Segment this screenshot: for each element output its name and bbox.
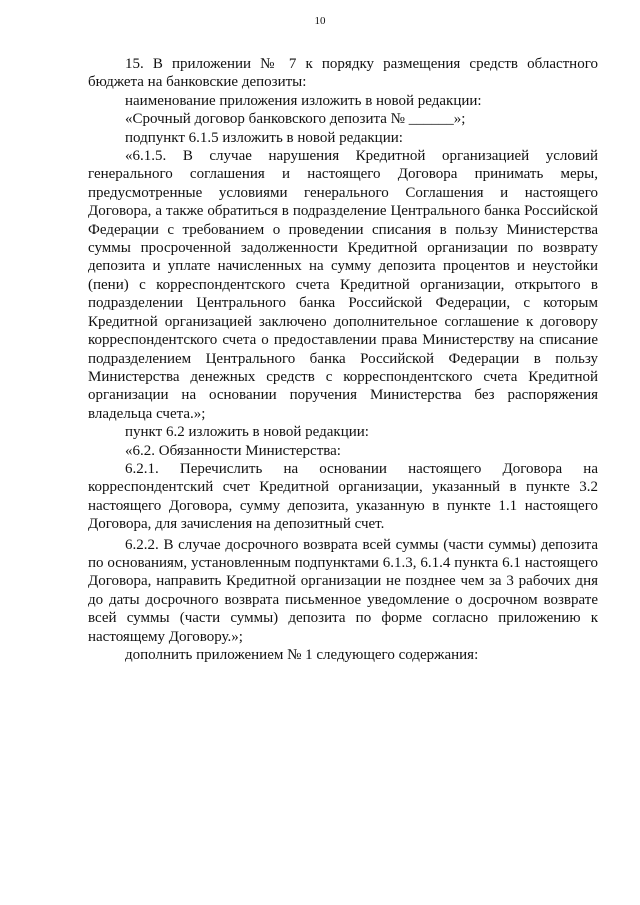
- paragraph-point-62-intro: пункт 6.2 изложить в новой редакции:: [125, 424, 369, 441]
- paragraph-subpoint-615-intro: подпункт 6.1.5 изложить в новой редакции:: [125, 129, 403, 146]
- paragraph-rename-appendix: наименование приложения изложить в новой редакции:: [125, 92, 482, 109]
- paragraph-add-appendix: дополнить приложением № 1 следующего содержания:: [125, 647, 479, 663]
- page-number: 10: [314, 15, 326, 27]
- document-body: [88, 55, 598, 664]
- paragraph-subpoint-615: «6.1.5. В случае нарушения Кредитной организацией условий генерального соглашения и настоящего Договора принимать меры, предусмотренные условиями генерального Соглашения и настоящего Договора, а также обратиться в подразделение Центрального банка Российской Федерации с требованием о проведении списания в пользу Министерства суммы просроченной задолженности Кредитной организации по возврату депозита и уплате начисленных на сумму депозита процентов и неустойки (пени) с корреспондентского счета Кредитной организации, открытого в подразделении Центрального банка Российской Федерации, с которым Кредитной организацией заключено дополнительное соглашение к договору корреспондентского счета о предоставлении права Министерству на списание подразделением Центрального банка Российской Федерации в пользу Министерства денежных средств с корреспондентского счета Кредитной организации на основании поручения Министерства без распоряжения владельца счета.»;: [88, 148, 598, 422]
- paragraph-point-62-heading: «6.2. Обязанности Министерства:: [125, 442, 341, 459]
- paragraph-item-15: 15. В приложении № 7 к порядку размещения средств областного бюджета на банковские депозиты:: [88, 56, 598, 91]
- paragraph-subpoint-621: 6.2.1. Перечислить на основании настоящего Договора на корреспондентский счет Кредитной организации, указанный в пункте 3.2 настоящего Договора, сумму депозита, указанную в пункте 1.1 настоящего Договора, для зачисления на депозитный счет.: [88, 460, 598, 533]
- paragraph-subpoint-622: 6.2.2. В случае досрочного возврата всей суммы (части суммы) депозита по основаниям, установленным подпунктами 6.1.3, 6.1.4 пункта 6.1 настоящего Договора, направить Кредитной организации не позднее чем за 3 рабочих дня до даты досрочного возврата письменное уведомление о досрочном возврате всей суммы (части суммы) депозита по форме согласно приложению к настоящему Договору.»;: [88, 536, 598, 645]
- paragraph-contract-title: «Срочный договор банковского депозита № ______»;: [125, 111, 466, 128]
